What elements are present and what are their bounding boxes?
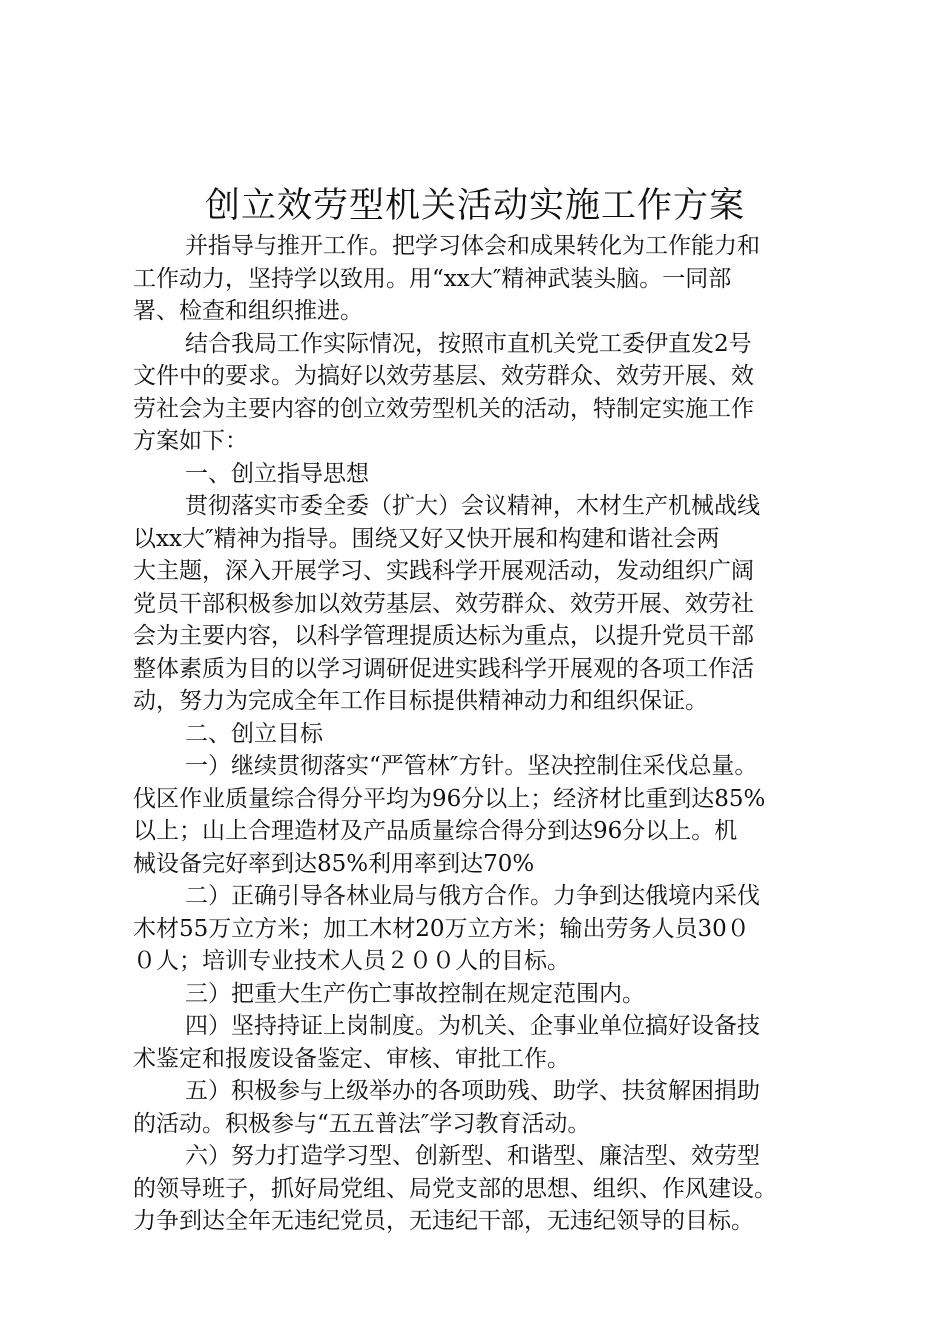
body-line: 署、检查和组织推进。 bbox=[133, 298, 363, 324]
body-line: 整体素质为目的以学习调研促进实践科学开展观的各项工作活 bbox=[133, 655, 754, 682]
body-line: 以上；山上合理造材及产品质量综合得分到达96分以上。机 bbox=[133, 818, 738, 844]
body-line: 二、创立目标 bbox=[185, 720, 323, 747]
body-line: 一）继续贯彻落实“严管林″方针。坚决控制住采伐总量。 bbox=[185, 753, 758, 779]
body-line: 一、创立指导思想 bbox=[185, 460, 369, 487]
body-line: 方案如下： bbox=[133, 428, 248, 454]
body-line: 以xx大″精神为指导。围绕又好又快开展和构建和谐社会两 bbox=[133, 525, 720, 552]
body-line: 术鉴定和报废设备鉴定、审核、审批工作。 bbox=[133, 1045, 570, 1072]
document-title: 创立效劳型机关活动实施工作方案 bbox=[204, 186, 745, 226]
body-line: 力争到达全年无违纪党员，无违纪干部，无违纪领导的目标。 bbox=[133, 1208, 754, 1234]
body-line: 的活动。积极参与“五五普法″学习教育活动。 bbox=[133, 1110, 591, 1137]
body-line: 结合我局工作实际情况，按照市直机关党工委伊直发2号 bbox=[185, 330, 752, 357]
body-line: 工作动力，坚持学以致用。用“xx大″精神武装头脑。一同部 bbox=[133, 265, 732, 292]
body-line: 会为主要内容，以科学管理提质达标为重点，以提升党员干部 bbox=[133, 623, 754, 649]
body-line: 伐区作业质量综合得分平均为96分以上；经济材比重到达85% bbox=[133, 785, 766, 812]
body-line: 六）努力打造学习型、创新型、和谐型、廉洁型、效劳型 bbox=[185, 1143, 760, 1169]
body-line: 大主题，深入开展学习、实践科学开展观活动，发动组织广阔 bbox=[133, 558, 754, 584]
body-line: 并指导与推开工作。把学习体会和成果转化为工作能力和 bbox=[185, 233, 760, 259]
body-line: 的领导班子，抓好局党组、局党支部的思想、组织、作风建设。 bbox=[133, 1175, 777, 1202]
body-line: 木材55万立方米；加工木材20万立方米；输出劳务人员30０ bbox=[133, 915, 750, 942]
body-line: 党员干部积极参加以效劳基层、效劳群众、效劳开展、效劳社 bbox=[133, 590, 754, 617]
body-line: 二）正确引导各林业局与俄方合作。力争到达俄境内采伐 bbox=[185, 883, 760, 909]
body-line: 四）坚持持证上岗制度。为机关、企事业单位搞好设备技 bbox=[185, 1013, 760, 1039]
body-line: 贯彻落实市委全委（扩大）会议精神，木材生产机械战线 bbox=[185, 493, 760, 519]
body-line: 劳社会为主要内容的创立效劳型机关的活动，特制定实施工作 bbox=[133, 395, 754, 422]
document-body bbox=[133, 230, 841, 1238]
body-line: 械设备完好率到达85%利用率到达70% bbox=[133, 850, 535, 877]
body-line: ０人；培训专业技术人员２００人的目标。 bbox=[133, 948, 570, 974]
body-line: 五）积极参与上级举办的各项助残、助学、扶贫解困捐助 bbox=[185, 1078, 760, 1104]
body-line: 三）把重大生产伤亡事故控制在规定范围内。 bbox=[185, 980, 645, 1007]
body-line: 文件中的要求。为搞好以效劳基层、效劳群众、效劳开展、效 bbox=[133, 363, 754, 389]
body-line: 动，努力为完成全年工作目标提供精神动力和组织保证。 bbox=[133, 688, 708, 714]
